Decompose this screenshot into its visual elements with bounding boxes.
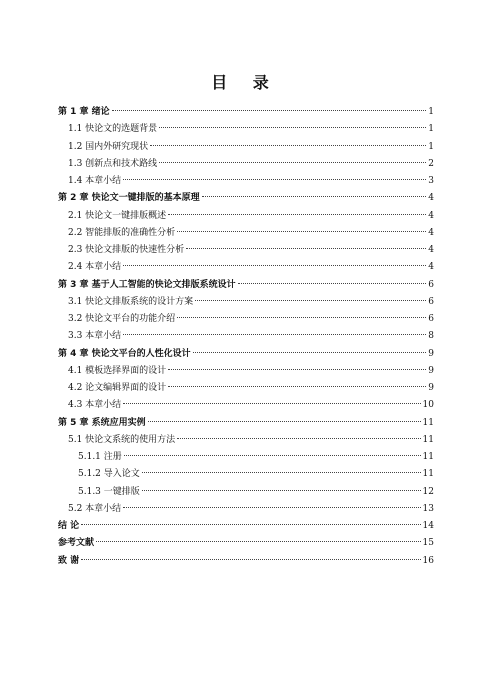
toc-entry-title: 2.1 快论文一键排版概述: [68, 210, 167, 221]
toc-leader-dots: [96, 541, 421, 542]
toc-entry[interactable]: [58, 432, 434, 449]
toc-leader-dots: [195, 300, 426, 301]
toc-entry-title: 2.2 智能排版的准确性分析: [68, 227, 176, 238]
toc-leader-dots: [150, 145, 426, 146]
toc-leader-dots: [159, 127, 426, 128]
toc-entry[interactable]: [58, 259, 434, 276]
toc-entry-page: 12: [422, 486, 434, 497]
toc-leader-dots: [168, 369, 426, 370]
toc-entry-page: 9: [428, 383, 434, 393]
toc-entry-page: 1: [428, 107, 434, 117]
toc-entry-title: 第 5 章 系统应用实例: [58, 417, 146, 428]
toc-entry-title: 3.3 本章小结: [68, 331, 122, 342]
toc-entry-page: 9: [428, 365, 434, 376]
toc-entry-title: 5.1.2 导入论文: [78, 469, 140, 480]
toc-entry[interactable]: [58, 242, 434, 259]
toc-leader-dots: [142, 472, 421, 473]
toc-leader-dots: [177, 231, 426, 232]
toc-entry[interactable]: [58, 553, 434, 570]
toc-entry[interactable]: [58, 294, 434, 311]
toc-entry-title: 5.2 本章小结: [68, 503, 122, 514]
toc-entry-title: 1.4 本章小结: [68, 176, 122, 186]
toc-entry-page: 8: [428, 331, 434, 342]
toc-leader-dots: [123, 403, 420, 404]
toc-entry[interactable]: [58, 380, 434, 397]
toc-entry-page: 16: [422, 555, 434, 566]
toc-leader-dots: [193, 352, 427, 353]
toc-entry[interactable]: [58, 190, 434, 207]
toc-entry-title: 4.1 模板选择界面的设计: [68, 365, 167, 376]
toc-entry-page: 9: [428, 348, 434, 359]
toc-entry[interactable]: [58, 484, 434, 501]
toc-entry-page: 1: [428, 141, 434, 152]
toc-entry-page: 1: [428, 124, 434, 135]
toc-leader-dots: [238, 283, 427, 284]
toc-leader-dots: [159, 162, 426, 163]
toc-entry[interactable]: [58, 449, 434, 466]
toc-entry-title: 3.2 快论文平台的功能介绍: [68, 314, 176, 324]
toc-entry-title: 1.1 快论文的选题背景: [68, 124, 158, 135]
toc-entry-page: 4: [428, 227, 434, 238]
toc-leader-dots: [112, 110, 427, 111]
toc-leader-dots: [124, 455, 421, 456]
toc-leader-dots: [142, 490, 421, 491]
toc-entry[interactable]: [58, 518, 434, 535]
toc-entry-title: 3.1 快论文排版系统的设计方案: [68, 296, 194, 307]
toc-entry-page: 14: [422, 521, 434, 531]
toc-entry-page: 4: [428, 210, 434, 221]
toc-leader-dots: [123, 265, 426, 266]
toc-leader-dots: [168, 214, 426, 215]
toc-entry-title: 第 2 章 快论文一键排版的基本原理: [58, 193, 200, 204]
toc-entry-title: 致 谢: [58, 555, 80, 566]
toc-entry-page: 4: [428, 245, 434, 255]
toc-entry-page: 6: [428, 296, 434, 307]
toc-entry-title: 第 3 章 基于人工智能的快论文排版系统设计: [58, 279, 236, 290]
toc-entry-page: 6: [428, 279, 434, 290]
toc-entry[interactable]: [58, 501, 434, 518]
toc-entry-title: 4.3 本章小结: [68, 400, 122, 411]
toc-entry-title: 第 4 章 快论文平台的人性化设计: [58, 348, 191, 359]
toc-leader-dots: [81, 524, 420, 525]
page-title: 目 录: [211, 73, 279, 92]
toc-entry[interactable]: [58, 466, 434, 483]
toc-entry[interactable]: [58, 346, 434, 363]
toc-entry-title: 第 1 章 绪论: [58, 107, 110, 117]
toc-entry[interactable]: [58, 277, 434, 294]
toc-entry[interactable]: [58, 121, 434, 138]
toc-leader-dots: [148, 421, 421, 422]
toc-entry-page: 4: [428, 262, 434, 273]
toc-entry-page: 13: [422, 503, 434, 514]
toc-entry[interactable]: [58, 104, 434, 121]
toc-leader-dots: [186, 248, 426, 249]
toc-entry-title: 2.3 快论文排版的快速性分析: [68, 245, 185, 255]
toc-entry-page: 6: [428, 314, 434, 324]
toc-entry-page: 10: [422, 400, 434, 411]
table-of-contents: [58, 104, 434, 570]
toc-entry-title: 参考文献: [58, 538, 95, 549]
toc-entry-page: 4: [428, 193, 434, 204]
toc-entry-page: 3: [428, 176, 434, 186]
toc-entry[interactable]: [58, 328, 434, 345]
toc-leader-dots: [177, 317, 426, 318]
toc-entry-title: 1.2 国内外研究现状: [68, 141, 149, 152]
toc-entry-title: 2.4 本章小结: [68, 262, 122, 273]
toc-entry-page: 2: [428, 158, 434, 169]
toc-leader-dots: [177, 438, 420, 439]
toc-entry[interactable]: [58, 173, 434, 190]
toc-leader-dots: [123, 334, 426, 335]
toc-entry[interactable]: [58, 156, 434, 173]
toc-entry-page: 11: [422, 469, 434, 480]
toc-entry[interactable]: [58, 415, 434, 432]
toc-leader-dots: [81, 559, 420, 560]
toc-entry-page: 11: [422, 417, 434, 428]
toc-entry-title: 5.1.1 注册: [78, 452, 122, 462]
toc-entry[interactable]: [58, 208, 434, 225]
toc-entry[interactable]: [58, 225, 434, 242]
toc-leader-dots: [123, 179, 426, 180]
toc-entry[interactable]: [58, 311, 434, 328]
toc-entry-page: 11: [422, 434, 434, 445]
toc-entry[interactable]: [58, 363, 434, 380]
toc-entry[interactable]: [58, 535, 434, 552]
toc-leader-dots: [202, 196, 427, 197]
toc-entry-title: 1.3 创新点和技术路线: [68, 158, 158, 169]
toc-leader-dots: [168, 386, 426, 387]
toc-entry-title: 5.1.3 一键排版: [78, 486, 140, 497]
toc-entry-title: 5.1 快论文系统的使用方法: [68, 434, 176, 445]
toc-entry-page: 11: [422, 452, 434, 462]
toc-entry[interactable]: [58, 139, 434, 156]
toc-leader-dots: [123, 507, 420, 508]
toc-entry-title: 结 论: [58, 521, 80, 531]
toc-entry[interactable]: [58, 397, 434, 414]
toc-entry-title: 4.2 论文编辑界面的设计: [68, 383, 167, 393]
toc-entry-page: 15: [422, 538, 434, 549]
